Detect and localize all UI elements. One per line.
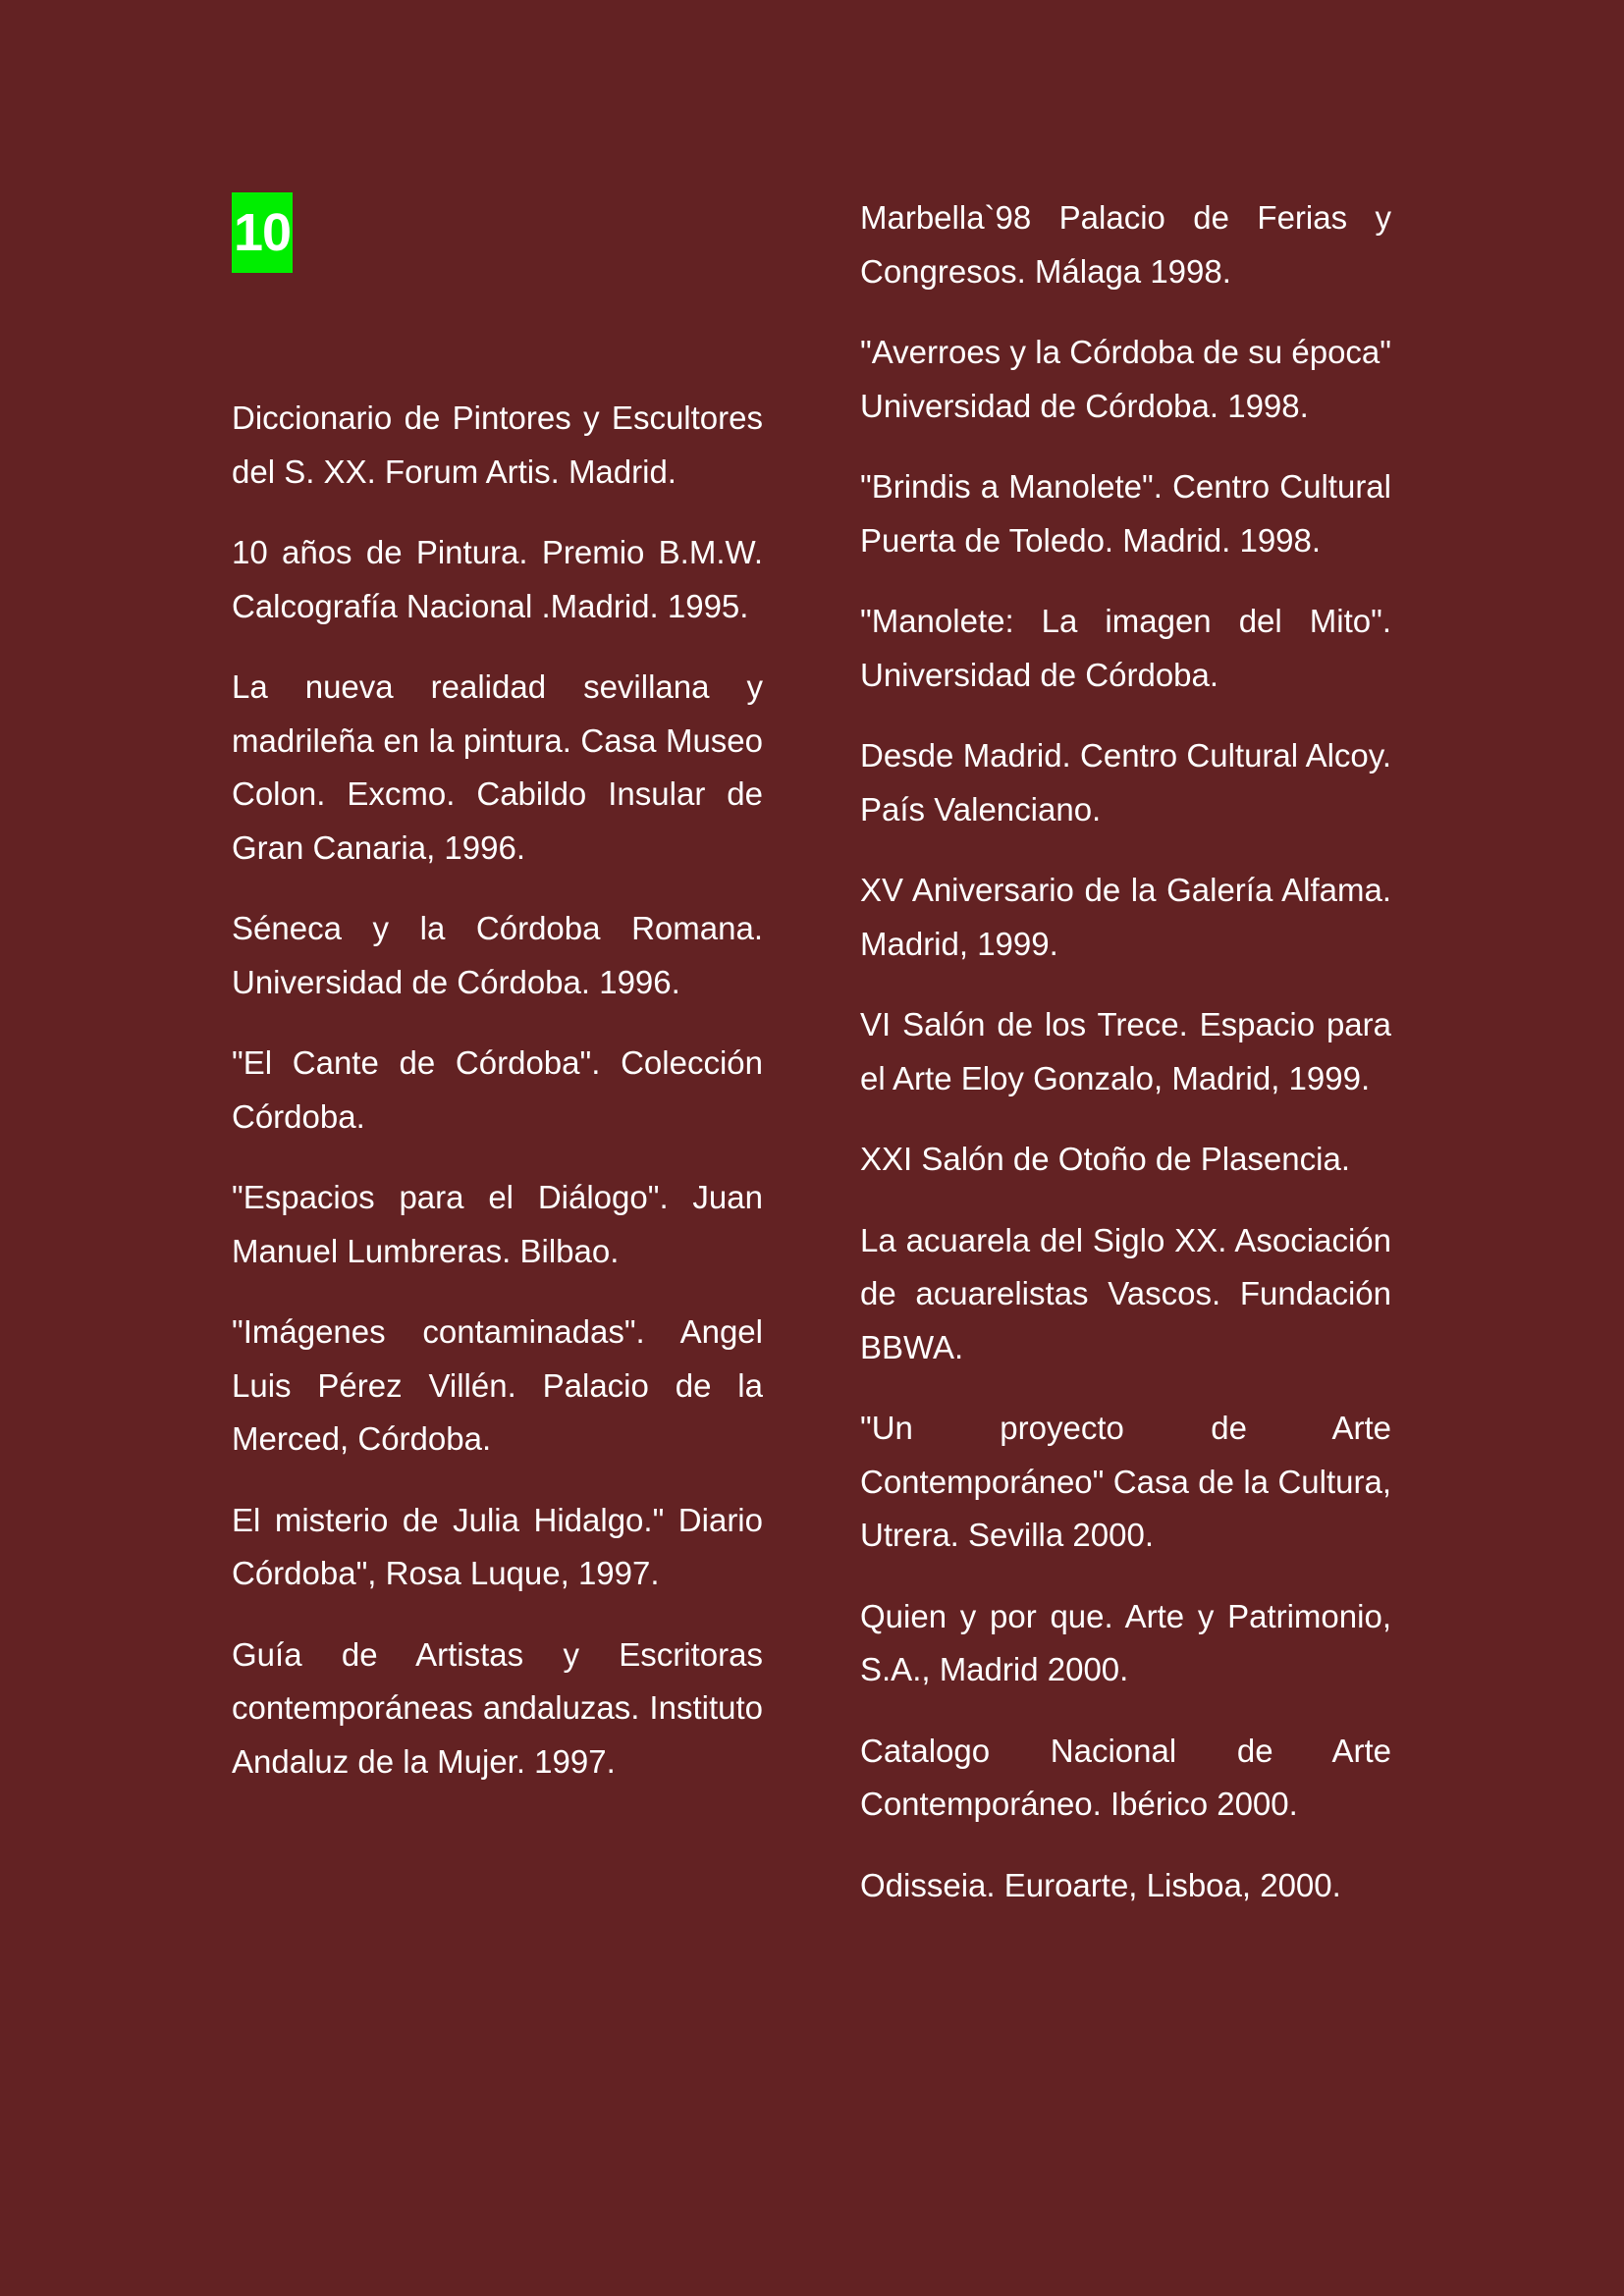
bibliography-entry: 10 años de Pintura. Premio B.M.W. Calcografía Nacional .Madrid. 1995.	[232, 534, 763, 624]
exhibition-entry: "Brindis a Manolete". Centro Cultural Puerta de Toledo. Madrid. 1998.	[860, 468, 1391, 559]
right-column	[860, 191, 1391, 1940]
bibliography-entry: Diccionario de Pintores y Escultores del S. XX. Forum Artis. Madrid.	[232, 400, 763, 490]
exhibition-entry: VI Salón de los Trece. Espacio para el Arte Eloy Gonzalo, Madrid, 1999.	[860, 1006, 1391, 1096]
bibliography-entry: "Espacios para el Diálogo". Juan Manuel Lumbreras. Bilbao.	[232, 1179, 763, 1269]
exhibition-entry: Quien y por que. Arte y Patrimonio, S.A., Madrid 2000.	[860, 1597, 1391, 1687]
bibliography-entry: "El Cante de Córdoba". Colección Córdoba.	[232, 1044, 763, 1135]
exhibition-entry: Marbella`98 Palacio de Ferias y Congresos. Málaga 1998.	[860, 199, 1391, 290]
exhibition-entry: "Averroes y la Córdoba de su época" Universidad de Córdoba. 1998.	[860, 334, 1391, 424]
bibliography-entry: Guía de Artistas y Escritoras contemporáneas andaluzas. Instituto Andaluz de la Mujer. 1997.	[232, 1635, 763, 1780]
bibliography-entry: El misterio de Julia Hidalgo." Diario Córdoba", Rosa Luque, 1997.	[232, 1501, 763, 1591]
bibliography-entry: Séneca y la Córdoba Romana. Universidad de Córdoba. 1996.	[232, 910, 763, 1000]
exhibition-entry: XXI Salón de Otoño de Plasencia.	[860, 1141, 1350, 1177]
exhibition-entry: "Un proyecto de Arte Contemporáneo" Casa de la Cultura, Utrera. Sevilla 2000.	[860, 1410, 1391, 1553]
exhibition-entry: XV Aniversario de la Galería Alfama. Madrid, 1999.	[860, 872, 1391, 962]
page-number: 10	[232, 192, 293, 273]
exhibition-entry: La acuarela del Siglo XX. Asociación de acuarelistas Vascos. Fundación BBWA.	[860, 1221, 1391, 1365]
exhibition-entry: Catalogo Nacional de Arte Contemporáneo. Ibérico 2000.	[860, 1732, 1391, 1822]
bibliography-entry: La nueva realidad sevillana y madrileña en la pintura. Casa Museo Colon. Excmo. Cabildo Insular de Gran Canaria, 1996.	[232, 668, 763, 866]
bibliography-entry: "Imágenes contaminadas". Angel Luis Pérez Villén. Palacio de la Merced, Córdoba.	[232, 1313, 763, 1457]
exhibition-entry: "Manolete: La imagen del Mito". Universidad de Córdoba.	[860, 603, 1391, 693]
left-column	[232, 392, 763, 1816]
exhibition-entry: Desde Madrid. Centro Cultural Alcoy. País Valenciano.	[860, 737, 1391, 828]
exhibition-entry: Odisseia. Euroarte, Lisboa, 2000.	[860, 1866, 1341, 1903]
